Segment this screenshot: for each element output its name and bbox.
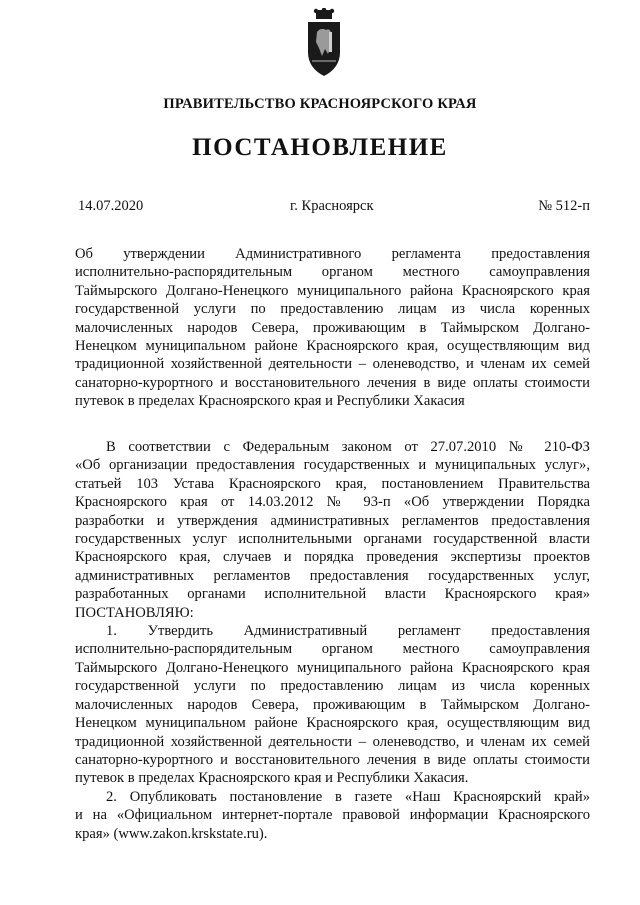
item-1-paragraph	[75, 622, 590, 788]
item-1-line: малочисленных народов Севера, проживающим в Таймырском Долгано-	[75, 696, 590, 713]
subject-line: Таймырского Долгано-Ненецкого муниципального района Красноярского края	[75, 282, 590, 299]
item-1-line: Таймырского Долгано-Ненецкого муниципального района Красноярского края	[75, 659, 590, 676]
item-1-line: традиционной хозяйственной деятельности – оленеводство, и членам их семей	[75, 733, 590, 750]
preamble-line: статьей 103 Устава Красноярского края, постановлением Правительства	[75, 475, 590, 492]
item-2-line: края» (www.zakon.krskstate.ru).	[75, 825, 268, 842]
item-2-line: 2. Опубликовать постановление в газете «Наш Красноярский край»	[106, 788, 590, 805]
preamble-line: разработки и утверждения административных регламентов предоставления	[75, 512, 590, 529]
document-number: № 512-п	[538, 198, 590, 214]
organization-name: ПРАВИТЕЛЬСТВО КРАСНОЯРСКОГО КРАЯ	[163, 96, 477, 112]
item-2-paragraph	[75, 788, 590, 843]
subject-line: Ненецком муниципальном районе Красноярского края, осуществляющим вид	[75, 338, 590, 355]
preamble-line: разработанных органами исполнительной власти Красноярского края»	[75, 586, 590, 603]
item-1-line: путевок в пределах Красноярского края и Республики Хакасия.	[75, 770, 469, 787]
subject-line: малочисленных народов Севера, проживающим в Таймырском Долгано-	[75, 319, 590, 336]
document-subject	[75, 245, 590, 411]
item-1-line: государственной услуги по предоставлению лицам из числа коренных	[75, 678, 590, 695]
document-date: 14.07.2020	[78, 198, 144, 214]
preamble-line: В соответствии с Федеральным законом от 27.07.2010 № 210-ФЗ	[106, 439, 590, 455]
subject-line: исполнительно-распорядительным органом местного самоуправления	[75, 264, 590, 281]
preamble-line: государственных услуг исполнительными органами государственной власти	[75, 531, 590, 548]
item-1-line: Ненецком муниципальном районе Красноярского края, осуществляющим вид	[75, 715, 590, 732]
preamble-paragraph	[75, 438, 590, 604]
item-1-line: исполнительно-распорядительным органом местного самоуправления	[75, 641, 590, 658]
subject-line: традиционной хозяйственной деятельности – оленеводство, и членам их семей	[75, 356, 590, 373]
subject-line: Об утверждении Административного регламента предоставления	[75, 246, 590, 262]
coat-of-arms-icon	[302, 8, 346, 80]
item-1-line: 1. Утвердить Административный регламент предоставления	[106, 623, 590, 640]
document-body	[75, 438, 590, 843]
preamble-line: Красноярского края от 14.03.2012 № 93-п «Об утверждении Порядка	[75, 494, 590, 511]
preamble-line: «Об организации предоставления государственных и муниципальных услуг»,	[75, 457, 590, 474]
decree-word: ПОСТАНОВЛЯЮ:	[75, 604, 194, 621]
item-1-line: санаторно-курортного и восстановительного лечения в виде оплаты стоимости	[75, 751, 590, 768]
subject-line: путевок в пределах Красноярского края и Республики Хакасия	[75, 393, 465, 410]
item-2-line: и на «Официальном интернет-портале правовой информации Красноярского	[75, 807, 590, 824]
preamble-line: Красноярского края, случаев и порядка проведения экспертизы проектов	[75, 549, 590, 566]
subject-line: государственной услуги по предоставлению лицам из числа коренных	[75, 301, 590, 318]
document-city: г. Красноярск	[290, 198, 374, 214]
document-type-title: ПОСТАНОВЛЕНИЕ	[192, 134, 448, 161]
preamble-line: административных регламентов предоставления государственных услуг,	[75, 567, 590, 584]
subject-line: санаторно-курортного и восстановительного лечения в виде оплаты стоимости	[75, 374, 590, 391]
